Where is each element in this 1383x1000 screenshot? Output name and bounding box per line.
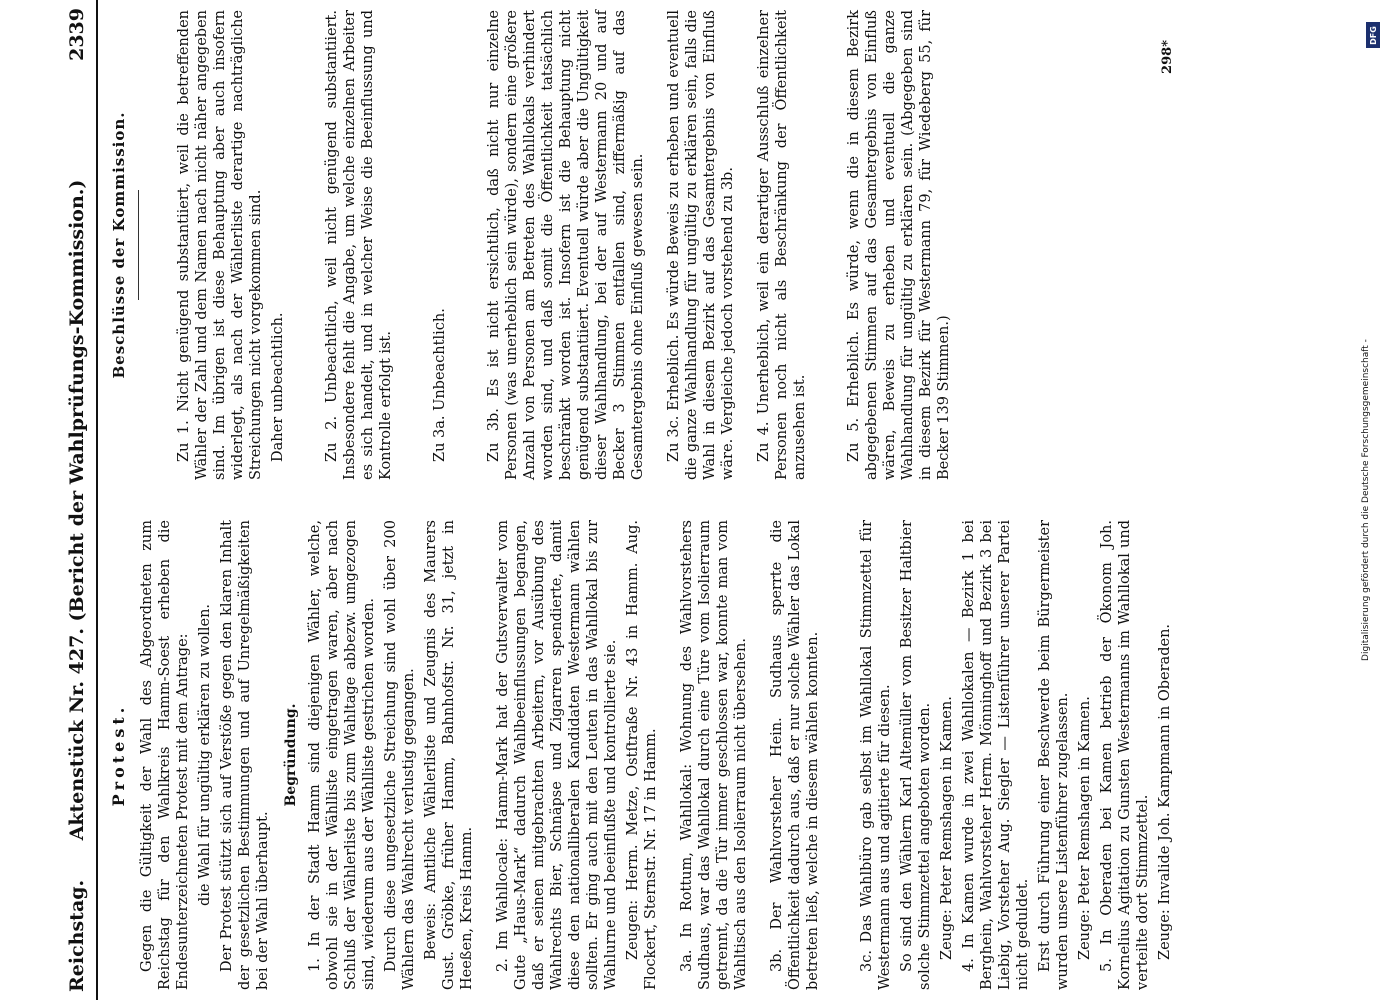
dfg-logo	[1366, 22, 1380, 48]
dfg-logo-text: DFG	[1368, 25, 1378, 45]
reasoning-heading: Begründung.	[283, 703, 299, 807]
protest-basis: Der Protest stützt sich auf Verstöße gegen den klaren Inhalt der gesetzlichen Bestimmungen und auf Unregelmäßigkeiten bei der Wahl überhaupt.	[219, 520, 271, 990]
decision-3c: Zu 3c. Erheblich. Es würde Beweis zu erheben und eventuell die ganze Wahlhandlung für ungültig zu erklären sein, falls die Wahl in diesem Bezirk auf das Gesamtergebnis von Einfluß wäre. Vergleiche jedoch vorstehend zu 3b.	[666, 10, 736, 480]
decision-3a: Zu 3a. Unbeachtlich.	[432, 308, 448, 462]
protest-point-2: 2. Im Wahllocale: Hamm-Mark hat der Gutsverwalter vom Gute „Haus-Mark“ dadurch Wahlbeeinflussungen begangen, daß er seinen mitgebrachten Arbeitern, vor Ausübung des Wahlrechts Bier, Schnäpse und Zigarren spendierte, damit diese den nationalliberalen Kandidaten Westermann wählen sollten. Er ging auch mit den Leuten in das Wahllokal bis zur Wahlurne und beeinflußte und kontrollierte sie.	[495, 520, 619, 990]
protest-motion: die Wahl für ungültig erklären zu wollen.	[197, 603, 213, 907]
page-header	[62, 0, 98, 1000]
signature-mark: 298*	[1160, 40, 1175, 74]
header-title: Aktenstück Nr. 427. (Bericht der Wahlprüfungs-Kommission.)	[66, 179, 88, 841]
protest-point-1b: Durch diese ungesetzliche Streichung sind wohl über 200 Wählern das Wahlrecht verlustig gegangen.	[383, 520, 417, 990]
protest-heading: Protest.	[109, 703, 128, 807]
decision-1: Zu 1. Nicht genügend substantiiert, weil die betreffenden Wähler der Zahl und dem Namen nach nicht näher angegeben sind. Im übrigen ist diese Behauptung aber auch insofern widerlegt, als nach der Wählerliste derartige nachträgliche Streichungen nicht vorgekommen sind.	[176, 10, 264, 480]
page-number: 2339	[66, 8, 88, 61]
protest-point-5-witness: Zeuge: Invalide Joh. Kampmann in Oberaden.	[1157, 623, 1173, 960]
digitization-note: Digitalisierung gefördert durch die Deutsche Forschungsgemeinschaft -	[1361, 339, 1371, 661]
protest-point-4-witness: Zeuge: Peter Remshagen in Kamen.	[1077, 696, 1093, 960]
protest-point-3c-detail: So sind den Wählern Karl Altemüller vom Besitzer Haltbier solche Stimmzettel angeboten worden.	[899, 520, 933, 990]
protest-point-4b: Erst durch Führung einer Beschwerde beim Bürgermeister wurden unsere Listenführer zugelassen.	[1037, 520, 1071, 990]
protest-point-2-witnesses: Zeugen: Herm. Metze, Ostſtraße Nr. 43 in Hamm. Aug. Flockert, Sternstr. Nr. 17 in Hamm.	[625, 520, 659, 990]
decision-1b: Daher unbeachtlich.	[270, 312, 286, 462]
protest-point-3c: 3c. Das Wahlbüro gab selbst im Wahllokal Stimmzettel für Westermann aus und agitierte für diesen.	[859, 520, 893, 990]
rotated-document-page	[50, 0, 1350, 1000]
protest-point-3b: 3b. Der Wahlvorsteher Hein. Sudhaus sperrte die Öffentlichkeit dadurch aus, daß er nur solche Wähler das Lokal betreten ließ, welche in diesem wählen konnten.	[769, 520, 821, 990]
decision-5: Zu 5. Erheblich. Es würde, wenn die in diesem Bezirk abgegebenen Stimmen auf das Gesamtergebnis von Einfluß wären, Beweis zu erheben und eventuell die ganze Wahlhandlung für ungültig zu erklären sein. (Abgegeben sind in diesem Bezirk für Westermann 79, für Wiedeberg 55, für Becker 139 Stimmen.)	[846, 10, 952, 480]
decision-2: Zu 2. Unbeachtlich, weil nicht genügend substantiiert. Insbesondere fehlt die Angabe, um welche einzelnen Arbeiter es sich handelt, und in welcher Weise die Beeinflussung und Kontrolle erfolgt ist.	[324, 10, 394, 480]
protest-point-3c-witness: Zeuge: Peter Remshagen in Kamen.	[939, 696, 955, 960]
protest-point-1: 1. In der Stadt Hamm sind diejenigen Wähler, welche, obwohl sie in der Wählliste eingetragen waren, aber nach Schluß der Wählerliste bis zum Wahltage abbezw. umgezogen sind, wiederum aus der Wählliste gestrichen worden.	[307, 520, 377, 990]
commission-column	[106, 10, 957, 480]
protest-point-4: 4. In Kamen wurde in zwei Wahllokalen — Bezirk 1 bei Berghein, Wahlvorsteher Herm. Mönninghoff und Bezirk 3 bei Liebig, Vorsteher Aug. Siegler — Listenführer unserer Partei nicht geduldet.	[961, 520, 1031, 990]
commission-heading: Beschlüsse der Kommission.	[110, 111, 128, 379]
protest-intro: Gegen die Gültigkeit der Wahl des Abgeordneten zum Reichstag für den Wahlkreis Hamm-Soest erheben die Endesunterzeichneten Protest mit dem Antrage:	[139, 520, 191, 990]
decision-3b: Zu 3b. Es ist nicht ersichtlich, daß nicht nur einzelne Personen (was unerheblich sein würde), sondern eine größere Anzahl von Personen am Betreten des Wahllokals verhindert worden sind, und daß somit die Öffentlichkeit tatsächlich beschränkt worden ist. Insofern ist die Behauptung nicht genügend substantiiert. Eventuell würde aber die Ungültigkeit dieser Wahlhandlung, bei der auf Westermann 20 und auf Becker 3 Stimmen entfallen sind, ziffermäßig auf das Gesamtergebnis ohne Einfluß gewesen sein.	[486, 10, 646, 480]
heading-rule	[138, 190, 139, 300]
protest-point-1-evidence: Beweis: Amtliche Wählerliste und Zeugnis des Maurers Gust. Gröbke, früher Hamm, Bahnhofstr. Nr. 31, jetzt in Heeßen, Kreis Hamm.	[423, 520, 475, 990]
protest-point-3a: 3a. In Rottum, Wahllokal: Wohnung des Wahlvorstehers Sudhaus, war das Wahllokal durch eine Türe vom Isolierraum getrennt, da die Tür immer geschlossen war, konnte man vom Wahltisch aus den Isolierraum nicht übersehen.	[679, 520, 749, 990]
decision-4: Zu 4. Unerheblich, weil ein derartiger Ausschluß einzelner Personen noch nicht als Beschränkung der Öffentlichkeit anzusehen ist.	[756, 10, 808, 480]
protest-point-5: 5. In Oberaden bei Kamen betrieb der Ökonom Joh. Kornelius Agitation zu Gunsten Westermanns im Wahllokal und verteilte dort Stimmzettel.	[1099, 520, 1151, 990]
header-left: Reichstag.	[66, 879, 88, 992]
protest-column	[106, 520, 1178, 990]
